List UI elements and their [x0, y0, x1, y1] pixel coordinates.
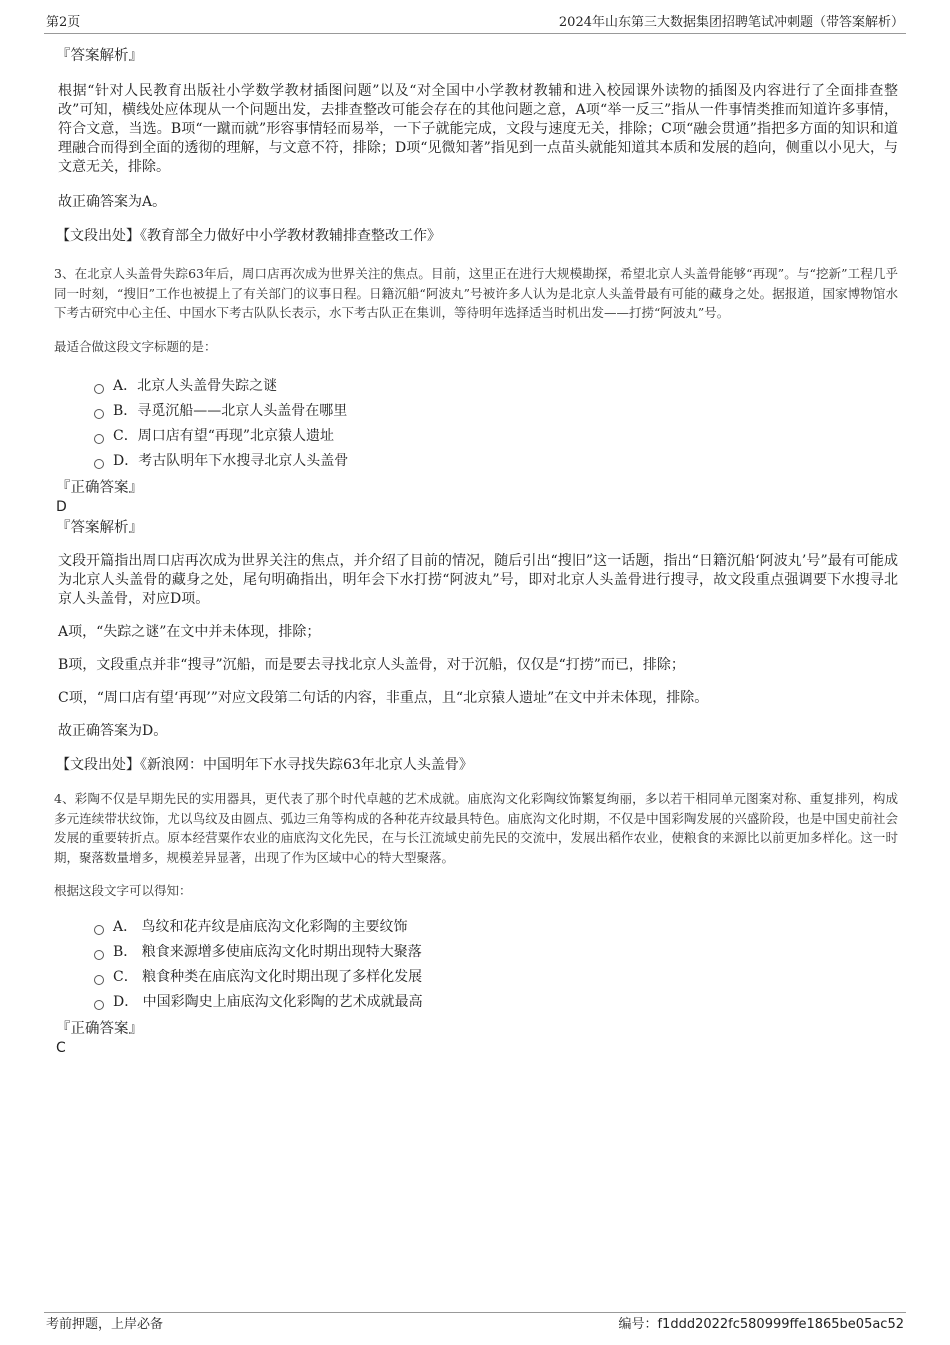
- q3-conclusion: 故正确答案为D。: [58, 723, 168, 739]
- option-label: B． 粮食来源增多使庙底沟文化时期出现特大聚落: [113, 943, 422, 960]
- option-label: B．寻觅沉船——北京人头盖骨在哪里: [113, 403, 348, 419]
- q3-correct-tag: 『正确答案』: [56, 480, 143, 496]
- q3-option-a[interactable]: [94, 374, 898, 399]
- q3-option-c[interactable]: [94, 424, 898, 449]
- q4-option-a[interactable]: [94, 915, 898, 940]
- q3-option-d[interactable]: [94, 449, 898, 474]
- option-label: C． 粮食种类在庙底沟文化时期出现了多样化发展: [113, 968, 423, 985]
- q3-stem: 3、在北京人头盖骨失踪63年后，周口店再次成为世界关注的焦点。目前，这里正在进行大规模勘探，希望北京人头盖骨能够“再现”。与“挖新”工程几乎同一时刻，“搜旧”工作也被提上了有关部门的议事日程。日籍沉船“阿波丸”号被许多人认为是北京人头盖骨最有可能的藏身之处。据报道，国家博物馆水下考古研究中心主任、中国水下考古队队长表示，水下考古队正在集训，等待明年选择适当时机出发——打捞“阿波丸”号。: [54, 266, 898, 320]
- option-label: D．考古队明年下水搜寻北京人头盖骨: [113, 453, 349, 469]
- option-label: D． 中国彩陶史上庙底沟文化彩陶的艺术成就最高: [113, 993, 423, 1010]
- radio-icon[interactable]: [94, 975, 104, 985]
- radio-icon[interactable]: [94, 950, 104, 960]
- option-label: A．北京人头盖骨失踪之谜: [113, 378, 278, 394]
- q3-note-a: A项，“失踪之谜”在文中并未体现，排除；: [58, 624, 321, 640]
- q4-option-d[interactable]: [94, 990, 898, 1015]
- q3-source: 【文段出处】《新浪网：中国明年下水寻找失踪63年北京人头盖骨》: [56, 757, 473, 773]
- q3-note-b: B项，文段重点并非“搜寻”沉船，而是要去寻找北京人头盖骨，对于沉船，仅仅是“打捞”而已，排除；: [58, 657, 685, 673]
- radio-icon[interactable]: [94, 925, 104, 935]
- q4-option-b[interactable]: [94, 940, 898, 965]
- q3-analysis: 文段开篇指出周口店再次成为世界关注的焦点，并介绍了目前的情况，随后引出“搜旧”这一话题，指出“日籍沉船‘阿波丸’号”最有可能成为北京人头盖骨的藏身之处，尾句明确指出，明年会下水打捞“阿波丸”号，即对北京人头盖骨进行搜寻，故文段重点强调要下水搜寻北京人头盖骨，对应D项。: [58, 553, 898, 607]
- q4-option-c[interactable]: [94, 965, 898, 990]
- q3-options: [52, 374, 898, 474]
- q4-correct-answer: C: [56, 1039, 66, 1056]
- q4-prompt: 根据这段文字可以得知：: [54, 883, 192, 898]
- radio-icon[interactable]: [94, 1000, 104, 1010]
- q4-stem: 4、彩陶不仅是早期先民的实用器具，更代表了那个时代卓越的艺术成就。庙底沟文化彩陶纹饰繁复绚丽，多以若干相同单元图案对称、重复排列，构成多元连续带状纹饰，尤以鸟纹及由圆点、弧边三角等构成的各种花卉纹最具特色。庙底沟文化时期，不仅是中国彩陶发展的兴盛阶段，也是中国史前社会发展的重要转折点。原本经营粟作农业的庙底沟文化先民，在与长江流域史前先民的交流中，发展出稻作农业，使粮食的来源比以前更加多样化。这一时期，聚落数量增多，规模差异显著，出现了作为区域中心的特大型聚落。: [54, 791, 898, 865]
- q2-analysis: 根据“针对人民教育出版社小学数学教材插图问题”以及“对全国中小学教材教辅和进入校园课外读物的插图及内容进行了全面排查整改”可知，横线处应体现从一个问题出发，去排查整改可能会存在的其他问题之意，A项“举一反三”指从一件事情类推而知道许多事情，符合文意，当选。B项“一蹴而就”形容事情轻而易举，一下子就能完成，文段与速度无关，排除；C项“融会贯通”指把多方面的知识和道理融合而得到全面的透彻的理解，与文意不符，排除；D项“见微知著”指见到一点苗头就能知道其本质和发展的趋向，侧重以小见大，与文意无关，排除。: [58, 83, 898, 175]
- q4-correct-tag: 『正确答案』: [56, 1020, 143, 1037]
- document-code: 编号：f1ddd2022fc580999ffe1865be05ac52: [618, 1317, 904, 1332]
- q2-source: 【文段出处】《教育部全力做好中小学教材教辅排查整改工作》: [56, 228, 441, 244]
- radio-icon[interactable]: [94, 384, 104, 394]
- q3-note-c: C项，“周口店有望‘再现’”对应文段第二句话的内容，非重点，且“北京猿人遗址”在文中并未体现，排除。: [58, 690, 709, 706]
- radio-icon[interactable]: [94, 434, 104, 444]
- page-content: [52, 44, 898, 1057]
- q3-correct-answer: D: [56, 499, 67, 515]
- q3-prompt: 最适合做这段文字标题的是：: [54, 338, 217, 354]
- radio-icon[interactable]: [94, 459, 104, 469]
- q4-options: [52, 915, 898, 1015]
- document-title: 2024年山东第三大数据集团招聘笔试冲刺题（带答案解析）: [558, 15, 904, 30]
- footer-slogan: 考前押题，上岸必备: [46, 1317, 164, 1332]
- page-header: [44, 13, 906, 34]
- q2-analysis-tag: 『答案解析』: [56, 48, 143, 64]
- page-number: 第2页: [46, 15, 81, 30]
- q3-analysis-tag: 『答案解析』: [56, 520, 143, 536]
- q3-option-b[interactable]: [94, 399, 898, 424]
- q2-conclusion: 故正确答案为A。: [58, 194, 167, 210]
- page-footer: [44, 1312, 906, 1335]
- option-label: A． 鸟纹和花卉纹是庙底沟文化彩陶的主要纹饰: [113, 918, 408, 935]
- radio-icon[interactable]: [94, 409, 104, 419]
- option-label: C．周口店有望“再现”北京猿人遗址: [113, 428, 335, 444]
